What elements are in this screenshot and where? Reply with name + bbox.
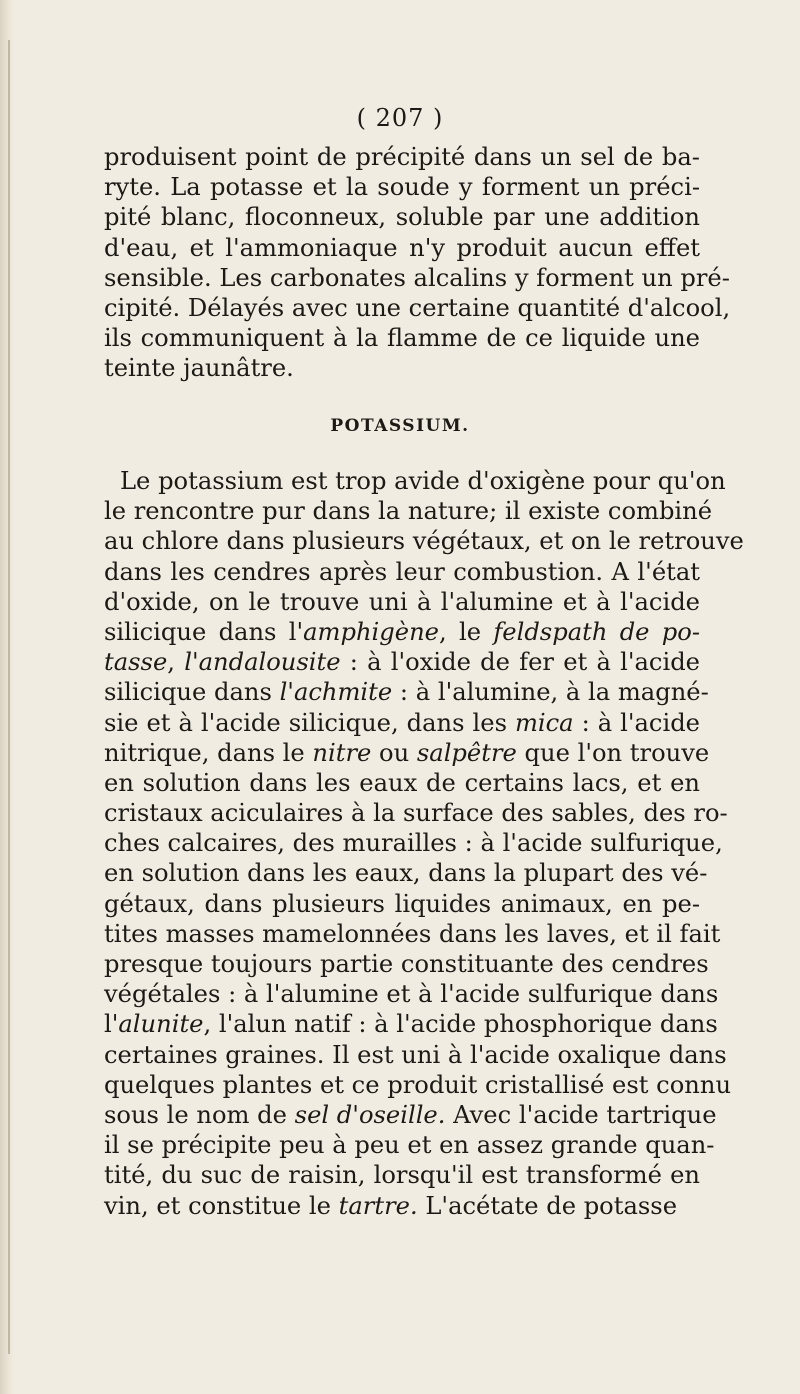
section-heading: POTASSIUM. (330, 416, 470, 436)
text-segment: silicique dans l' (104, 617, 304, 646)
italic-text: mica (514, 708, 574, 737)
text-segment: sensible. Les carbonates alcalins y forment un pré- (104, 263, 730, 292)
text-line (104, 466, 726, 496)
text-line (104, 1040, 727, 1070)
text-segment: ils communiquent à la flamme de ce liquide une (104, 324, 700, 353)
text-segment: dans les cendres après leur combustion. A l'état (104, 557, 700, 586)
text-line (104, 202, 700, 232)
text-line (104, 949, 709, 979)
text-segment: cristaux aciculaires à la surface des sables, des ro- (104, 799, 728, 828)
text-line (104, 172, 700, 202)
text-line (104, 919, 721, 949)
text-line (104, 263, 730, 293)
text-segment: ou (371, 738, 417, 767)
text-line (104, 979, 719, 1009)
italic-text: feldspath de po- (493, 617, 701, 646)
page-number: ( 207 ) (356, 104, 444, 132)
text-segment: cipité. Délayés avec une certaine quantité d'alcool, (104, 293, 731, 322)
text-line (104, 557, 700, 587)
text-line (104, 858, 708, 888)
text-line (104, 617, 700, 647)
text-segment: en solution dans les eaux, dans la plupart des vé- (104, 859, 708, 888)
text-segment: : à l'acide (573, 708, 700, 737)
text-line (104, 1100, 717, 1130)
text-line (104, 677, 709, 707)
text-segment: l' (104, 1010, 119, 1039)
text-segment: sous le nom de (104, 1100, 295, 1129)
italic-text: amphigène (303, 617, 439, 646)
text-segment: d'eau, et l'ammoniaque n'y produit aucun effet (104, 233, 700, 262)
text-segment: d'oxide, on le trouve uni à l'alumine et à l'acide (104, 587, 700, 616)
text-segment: Avec l'acide tartrique (445, 1100, 717, 1129)
text-segment: pité blanc, floconneux, soluble par une addition (104, 203, 700, 232)
text-line (104, 1130, 715, 1160)
text-line (104, 1191, 700, 1221)
text-line (104, 142, 700, 172)
text-segment: : à l'oxide de fer et à l'acide (340, 648, 700, 677)
text-segment: sie et à l'acide silicique, dans les (104, 708, 515, 737)
text-line (104, 1009, 718, 1039)
text-segment: , le (438, 617, 494, 646)
text-segment: que l'on trouve (516, 738, 710, 767)
italic-text: alunite (118, 1010, 204, 1039)
text-segment: le rencontre pur dans la nature; il existe combiné (104, 497, 713, 526)
text-line (104, 323, 700, 353)
text-segment: nitrique, dans le (104, 738, 313, 767)
text-segment: presque toujours partie constituante des cendres (104, 950, 709, 978)
text-segment: certaines graines. Il est uni à l'acide oxalique dans (104, 1040, 727, 1069)
text-segment: L'acétate de potasse (417, 1191, 678, 1220)
text-line (104, 1160, 700, 1190)
text-segment: ches calcaires, des murailles : à l'acide sulfurique, (104, 829, 723, 858)
paragraph-2 (104, 466, 744, 1221)
binding-line (8, 40, 10, 1354)
text-segment: , l'alun natif : à l'acide phosphorique dans (203, 1010, 718, 1039)
text-segment: silicique dans (104, 678, 280, 707)
page-edge (0, 0, 14, 1394)
text-segment: produisent point de précipité dans un sel de ba- (104, 143, 700, 171)
italic-text: nitre (312, 738, 372, 767)
italic-text: tasse (104, 648, 168, 677)
text-segment: gétaux, dans plusieurs liquides animaux, en pe- (104, 889, 700, 918)
text-segment: tité, du suc de raisin, lorsqu'il est transformé en (104, 1161, 700, 1190)
text-line (104, 798, 728, 828)
text-line (104, 647, 700, 677)
text-line (104, 738, 710, 768)
italic-text: salpêtre (416, 738, 517, 767)
text-segment: végétales : à l'alumine et à l'acide sulfurique dans (104, 980, 719, 1009)
text-line (104, 768, 700, 798)
text-line (104, 889, 700, 919)
text-segment: quelques plantes et ce produit cristallisé est connu (104, 1070, 732, 1099)
text-segment: en solution dans les eaux de certains lacs, et en (104, 768, 700, 797)
text-line (104, 293, 731, 323)
text-line (104, 587, 700, 617)
text-segment: tites masses mamelonnées dans les laves, et il fait (104, 919, 721, 948)
text-line (104, 828, 723, 858)
text-line (104, 708, 700, 738)
text-segment: : à l'alumine, à la magné- (392, 678, 709, 707)
text-segment: , (167, 648, 185, 677)
text-line (104, 496, 713, 526)
text-line (104, 233, 700, 263)
paragraph-1 (104, 142, 731, 384)
text-line (104, 526, 744, 556)
text-line (104, 1070, 732, 1100)
italic-text: tartre. (338, 1191, 418, 1220)
text-segment: ryte. La potasse et la soude y forment un préci- (104, 173, 700, 202)
text-segment: au chlore dans plusieurs végétaux, et on le retrouve (104, 527, 744, 556)
italic-text: l'andalousite (184, 648, 341, 677)
text-line (104, 353, 700, 383)
italic-text: sel d'oseille. (294, 1100, 446, 1129)
text-segment: il se précipite peu à peu et en assez grande quan- (104, 1131, 715, 1160)
italic-text: l'achmite (279, 678, 393, 707)
text-segment: teinte jaunâtre. (104, 354, 294, 383)
text-segment: Le potassium est trop avide d'oxigène pour qu'on (120, 467, 726, 495)
text-segment: vin, et constitue le (104, 1191, 339, 1220)
